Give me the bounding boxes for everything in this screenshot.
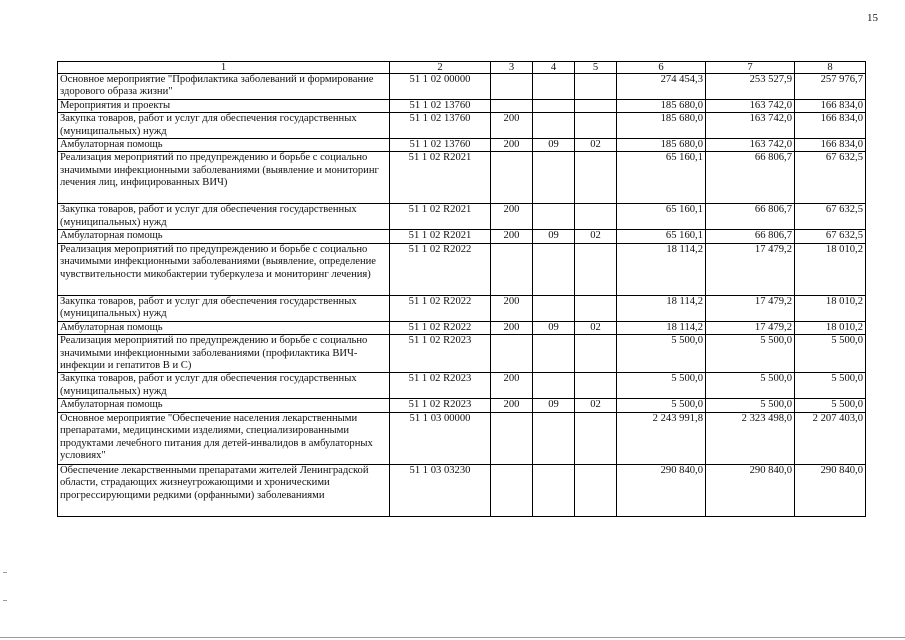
row-code: 51 1 02 00000: [390, 74, 491, 100]
table-row: [58, 230, 866, 243]
row-value-col6: 5 500,0: [617, 373, 706, 399]
row-section: [533, 295, 575, 321]
row-section: 09: [533, 230, 575, 243]
table-body: [58, 74, 866, 517]
row-expense-type: [491, 464, 533, 516]
row-value-col8: 166 834,0: [795, 139, 866, 152]
row-value-col8: 18 010,2: [795, 295, 866, 321]
row-value-col6: 18 114,2: [617, 243, 706, 295]
table-row: [58, 295, 866, 321]
row-value-col8: 18 010,2: [795, 321, 866, 334]
row-value-col6: 185 680,0: [617, 99, 706, 112]
budget-table: [57, 61, 866, 517]
row-name: Закупка товаров, работ и услуг для обеспечения государственных (муниципальных) нужд: [58, 295, 390, 321]
row-value-col7: 5 500,0: [706, 399, 795, 412]
row-value-col7: 17 479,2: [706, 295, 795, 321]
row-expense-type: 200: [491, 230, 533, 243]
row-subsection: [575, 74, 617, 100]
row-code: 51 1 02 R2023: [390, 335, 491, 373]
row-section: 09: [533, 321, 575, 334]
column-header-6: 6: [617, 62, 706, 74]
row-subsection: [575, 335, 617, 373]
page-number: 15: [867, 12, 878, 24]
row-section: [533, 243, 575, 295]
row-code: 51 1 02 R2022: [390, 243, 491, 295]
row-subsection: 02: [575, 230, 617, 243]
row-value-col7: 66 806,7: [706, 152, 795, 204]
row-code: 51 1 02 13760: [390, 113, 491, 139]
row-expense-type: 200: [491, 204, 533, 230]
row-expense-type: 200: [491, 139, 533, 152]
row-code: 51 1 02 R2021: [390, 230, 491, 243]
row-section: [533, 464, 575, 516]
row-value-col8: 5 500,0: [795, 335, 866, 373]
header-row: [58, 62, 866, 74]
row-value-col8: 166 834,0: [795, 99, 866, 112]
row-value-col8: 290 840,0: [795, 464, 866, 516]
row-value-col7: 17 479,2: [706, 243, 795, 295]
row-value-col7: 290 840,0: [706, 464, 795, 516]
row-value-col6: 290 840,0: [617, 464, 706, 516]
row-code: 51 1 02 R2021: [390, 204, 491, 230]
row-expense-type: 200: [491, 321, 533, 334]
table-row: [58, 399, 866, 412]
row-subsection: [575, 295, 617, 321]
row-value-col8: 67 632,5: [795, 204, 866, 230]
row-name: Реализация мероприятий по предупреждению и борьбе с социально значимыми инфекционными заболеваниями (профилактика ВИЧ-инфекции и гепатитов В и С): [58, 335, 390, 373]
row-value-col6: 274 454,3: [617, 74, 706, 100]
row-value-col7: 17 479,2: [706, 321, 795, 334]
table-row: [58, 99, 866, 112]
column-header-3: 3: [491, 62, 533, 74]
column-header-5: 5: [575, 62, 617, 74]
row-subsection: [575, 152, 617, 204]
row-code: 51 1 02 13760: [390, 139, 491, 152]
row-section: [533, 99, 575, 112]
row-expense-type: 200: [491, 113, 533, 139]
row-expense-type: [491, 152, 533, 204]
row-subsection: 02: [575, 399, 617, 412]
row-subsection: [575, 99, 617, 112]
row-value-col6: 18 114,2: [617, 295, 706, 321]
margin-mark: [3, 572, 7, 573]
table-row: [58, 335, 866, 373]
row-value-col8: 5 500,0: [795, 399, 866, 412]
row-name: Закупка товаров, работ и услуг для обеспечения государственных (муниципальных) нужд: [58, 204, 390, 230]
row-subsection: [575, 373, 617, 399]
row-name: Закупка товаров, работ и услуг для обеспечения государственных (муниципальных) нужд: [58, 373, 390, 399]
table-row: [58, 243, 866, 295]
table-row: [58, 412, 866, 464]
row-name: Обеспечение лекарственными препаратами жителей Ленинградской области, страдающих жизнеугрожающими и хроническими прогрессирующими редкими (орфанными) заболеваниями: [58, 464, 390, 516]
row-code: 51 1 02 R2022: [390, 295, 491, 321]
row-code: 51 1 02 13760: [390, 99, 491, 112]
row-section: 09: [533, 139, 575, 152]
table-row: [58, 139, 866, 152]
table-row: [58, 464, 866, 516]
column-header-1: 1: [58, 62, 390, 74]
row-section: [533, 113, 575, 139]
row-expense-type: 200: [491, 295, 533, 321]
row-value-col6: 185 680,0: [617, 139, 706, 152]
row-code: 51 1 02 R2023: [390, 399, 491, 412]
row-subsection: [575, 113, 617, 139]
row-expense-type: [491, 412, 533, 464]
row-section: 09: [533, 399, 575, 412]
row-name: Реализация мероприятий по предупреждению и борьбе с социально значимыми инфекционными заболеваниями (выявление и мониторинг лечения лиц, инфицированных ВИЧ): [58, 152, 390, 204]
row-name: Мероприятия и проекты: [58, 99, 390, 112]
row-subsection: 02: [575, 321, 617, 334]
table-row: [58, 113, 866, 139]
row-value-col7: 163 742,0: [706, 99, 795, 112]
row-value-col8: 18 010,2: [795, 243, 866, 295]
row-value-col6: 65 160,1: [617, 204, 706, 230]
row-expense-type: [491, 99, 533, 112]
row-section: [533, 204, 575, 230]
row-value-col8: 2 207 403,0: [795, 412, 866, 464]
row-name: Реализация мероприятий по предупреждению и борьбе с социально значимыми инфекционными заболеваниями (выявление, определение чувствительности микобактерии туберкулеза и мониторинг лечения): [58, 243, 390, 295]
row-subsection: 02: [575, 139, 617, 152]
row-section: [533, 152, 575, 204]
row-name: Основное мероприятие "Обеспечение населения лекарственными препаратами, медицинскими изделиями, специализированными продуктами лечебного питания для детей-инвалидов в амбулаторных условиях": [58, 412, 390, 464]
row-value-col7: 66 806,7: [706, 230, 795, 243]
row-value-col6: 65 160,1: [617, 230, 706, 243]
row-name: Амбулаторная помощь: [58, 230, 390, 243]
column-header-2: 2: [390, 62, 491, 74]
row-section: [533, 412, 575, 464]
row-value-col6: 5 500,0: [617, 399, 706, 412]
column-header-8: 8: [795, 62, 866, 74]
row-value-col7: 66 806,7: [706, 204, 795, 230]
row-value-col7: 2 323 498,0: [706, 412, 795, 464]
row-section: [533, 335, 575, 373]
row-code: 51 1 03 03230: [390, 464, 491, 516]
row-value-col7: 5 500,0: [706, 373, 795, 399]
row-value-col8: 67 632,5: [795, 230, 866, 243]
row-expense-type: [491, 335, 533, 373]
row-expense-type: [491, 243, 533, 295]
row-subsection: [575, 412, 617, 464]
table-row: [58, 321, 866, 334]
row-value-col7: 5 500,0: [706, 335, 795, 373]
row-code: 51 1 02 R2022: [390, 321, 491, 334]
row-value-col8: 166 834,0: [795, 113, 866, 139]
row-name: Основное мероприятие "Профилактика заболеваний и формирование здорового образа жизни": [58, 74, 390, 100]
row-value-col6: 65 160,1: [617, 152, 706, 204]
row-value-col7: 163 742,0: [706, 113, 795, 139]
row-value-col6: 5 500,0: [617, 335, 706, 373]
row-code: 51 1 03 00000: [390, 412, 491, 464]
row-expense-type: 200: [491, 373, 533, 399]
column-header-7: 7: [706, 62, 795, 74]
row-name: Амбулаторная помощь: [58, 139, 390, 152]
row-name: Амбулаторная помощь: [58, 321, 390, 334]
table-row: [58, 204, 866, 230]
scan-bottom-edge: [0, 637, 905, 638]
row-name: Закупка товаров, работ и услуг для обеспечения государственных (муниципальных) нужд: [58, 113, 390, 139]
row-code: 51 1 02 R2023: [390, 373, 491, 399]
row-section: [533, 373, 575, 399]
row-value-col7: 163 742,0: [706, 139, 795, 152]
row-expense-type: 200: [491, 399, 533, 412]
row-value-col7: 253 527,9: [706, 74, 795, 100]
row-value-col8: 67 632,5: [795, 152, 866, 204]
row-expense-type: [491, 74, 533, 100]
table-row: [58, 152, 866, 204]
margin-mark: [3, 600, 7, 601]
table-row: [58, 74, 866, 100]
row-value-col6: 185 680,0: [617, 113, 706, 139]
column-header-4: 4: [533, 62, 575, 74]
row-value-col8: 5 500,0: [795, 373, 866, 399]
row-value-col6: 2 243 991,8: [617, 412, 706, 464]
row-section: [533, 74, 575, 100]
row-value-col8: 257 976,7: [795, 74, 866, 100]
row-subsection: [575, 204, 617, 230]
row-name: Амбулаторная помощь: [58, 399, 390, 412]
row-code: 51 1 02 R2021: [390, 152, 491, 204]
row-subsection: [575, 243, 617, 295]
table-row: [58, 373, 866, 399]
row-value-col6: 18 114,2: [617, 321, 706, 334]
row-subsection: [575, 464, 617, 516]
